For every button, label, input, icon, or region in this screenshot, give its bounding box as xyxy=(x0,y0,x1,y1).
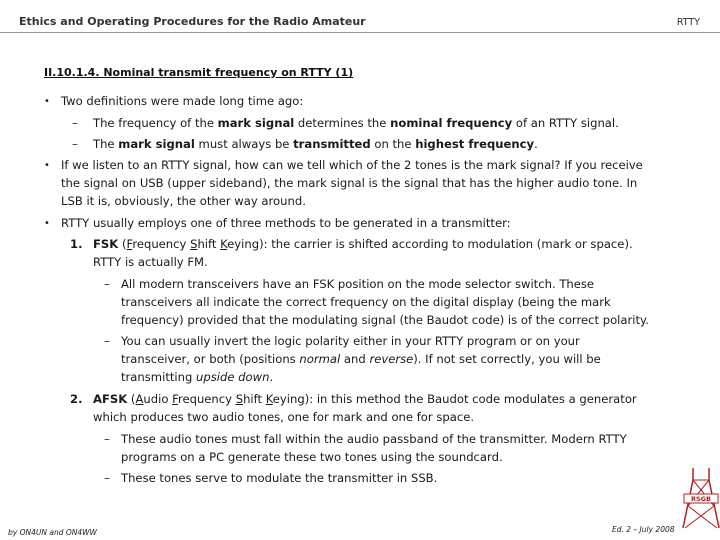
method-fsk xyxy=(93,235,633,271)
method-fsk-line: RTTY is actually FM. xyxy=(93,255,208,270)
bullet-2-paragraph xyxy=(61,156,643,211)
header-divider xyxy=(0,32,720,33)
note-line: transceivers all indicate the correct frequency on the digital display (being the mark xyxy=(121,295,611,310)
section-title: II.10.1.4. Nominal transmit frequency on RTTY (1) xyxy=(44,66,354,79)
method-fsk-line: FSK (Frequency Shift Keying): the carrier is shifted according to modulation (mark or space). xyxy=(93,237,633,251)
note-line: transmitting upside down. xyxy=(121,370,274,385)
method-afsk-line: AFSK (Audio Frequency Shift Keying): in this method the Baudot code modulates a generator xyxy=(93,392,637,406)
bullet-2-line: the signal on USB (upper sideband), the mark signal is the signal that has the higher audio tone. In xyxy=(61,176,638,191)
fsk-note-1 xyxy=(121,275,649,330)
header-topic-label: RTTY xyxy=(676,17,700,28)
bullet-2-line: LSB it is, obviously, the other way around. xyxy=(61,194,306,209)
dash-icon: – xyxy=(72,116,78,130)
definition-2: The mark signal must always be transmitted on the highest frequency. xyxy=(93,137,538,151)
afsk-note-1 xyxy=(121,430,627,466)
bullet-1-intro: Two definitions were made long time ago: xyxy=(61,94,304,108)
dash-icon: – xyxy=(104,471,110,485)
note-line: These audio tones must fall within the audio passband of the transmitter. Modern RTTY xyxy=(121,432,627,446)
bullet-icon: • xyxy=(44,218,50,229)
list-number: 2. xyxy=(70,392,83,406)
bullet-icon: • xyxy=(44,160,50,171)
dash-icon: – xyxy=(104,277,110,291)
logo-text: RSGB xyxy=(691,495,711,503)
fsk-note-2 xyxy=(121,332,601,387)
bullet-2-line: If we listen to an RTTY signal, how can we tell which of the 2 tones is the mark signal? If you receive xyxy=(61,158,643,172)
bullet-icon: • xyxy=(44,96,50,107)
footer-authors: by ON4UN and ON4WW xyxy=(8,528,97,537)
header-document-title: Ethics and Operating Procedures for the Radio Amateur xyxy=(19,15,366,28)
method-afsk-line: which produces two audio tones, one for mark and one for space. xyxy=(93,410,475,425)
dash-icon: – xyxy=(104,432,110,446)
note-line: transceiver, or both (positions normal and reverse). If not set correctly, you will be xyxy=(121,352,601,367)
footer-edition: Ed. 2 – July 2008 xyxy=(612,525,675,534)
dash-icon: – xyxy=(104,334,110,348)
note-line: All modern transceivers have an FSK position on the mode selector switch. These xyxy=(121,277,595,291)
bullet-3-intro: RTTY usually employs one of three methods to be generated in a transmitter: xyxy=(61,216,511,230)
list-number: 1. xyxy=(70,237,83,251)
afsk-note-2: These tones serve to modulate the transmitter in SSB. xyxy=(121,471,438,485)
note-line: You can usually invert the logic polarity either in your RTTY program or on your xyxy=(121,334,580,348)
note-line: programs on a PC generate these two tones using the soundcard. xyxy=(121,450,503,465)
note-line: frequency) provided that the modulating signal (the Baudot code) is of the correct polarity. xyxy=(121,313,649,328)
dash-icon: – xyxy=(72,137,78,151)
definition-1: The frequency of the mark signal determines the nominal frequency of an RTTY signal. xyxy=(93,116,619,130)
rsgb-logo-icon xyxy=(681,466,720,540)
method-afsk xyxy=(93,390,637,426)
